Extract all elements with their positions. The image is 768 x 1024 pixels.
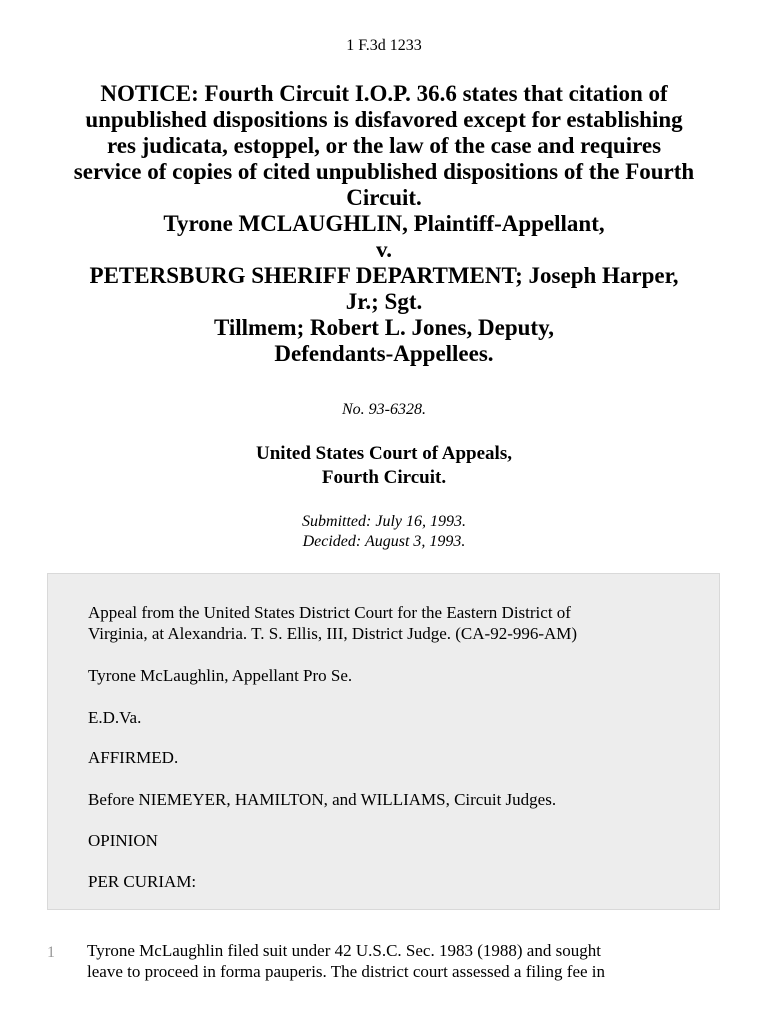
party-line: Jr.; Sgt. [345,289,423,314]
case-title [40,81,728,367]
notice-line: unpublished dispositions is disfavored except for establishing [85,107,683,132]
court-line: Fourth Circuit. [321,467,447,488]
party-line: v. [376,237,392,262]
notice-line: res judicata, estoppel, or the law of the case and requires [106,133,662,158]
per-curiam-label: PER CURIAM: [88,872,197,891]
docket-number: No. 93-6328. [342,401,426,418]
party-line: Tyrone MCLAUGHLIN, Plaintiff-Appellant, [163,211,605,236]
notice-line: service of copies of cited unpublished dispositions of the Fourth [73,159,695,184]
decided-date: Decided: August 3, 1993. [302,533,466,550]
paragraph-number: 1 [47,944,55,961]
disposition-line: AFFIRMED. [88,748,179,767]
party-line: PETERSBURG SHERIFF DEPARTMENT; Joseph Harper, [89,263,679,288]
case-citation: 1 F.3d 1233 [346,37,422,54]
opinion-paragraph [87,940,707,982]
court-line: United States Court of Appeals, [256,443,512,464]
case-summary-box [47,573,720,910]
appeal-text [88,602,688,644]
paragraph-line: Tyrone McLaughlin filed suit under 42 U.S.C. Sec. 1983 (1988) and sought [87,941,601,960]
appeal-line: Appeal from the United States District Court for the Eastern District of [88,603,571,622]
notice-line: NOTICE: Fourth Circuit I.O.P. 36.6 states that citation of [100,81,668,106]
appellant-line: Tyrone McLaughlin, Appellant Pro Se. [88,666,353,685]
party-line: Tillmem; Robert L. Jones, Deputy, [213,315,555,340]
paragraph-line: leave to proceed in forma pauperis. The district court assessed a filing fee in [87,962,606,981]
opinion-label: OPINION [88,831,158,850]
appeal-line: Virginia, at Alexandria. T. S. Ellis, III, District Judge. (CA-92-996-AM) [88,624,578,643]
party-line: Defendants-Appellees. [274,341,494,366]
case-dates [0,512,768,552]
district-line: E.D.Va. [88,708,142,727]
notice-line: Circuit. [346,185,422,210]
judges-line: Before NIEMEYER, HAMILTON, and WILLIAMS, Circuit Judges. [88,790,557,809]
court-name [0,442,768,490]
submitted-date: Submitted: July 16, 1993. [302,513,466,530]
